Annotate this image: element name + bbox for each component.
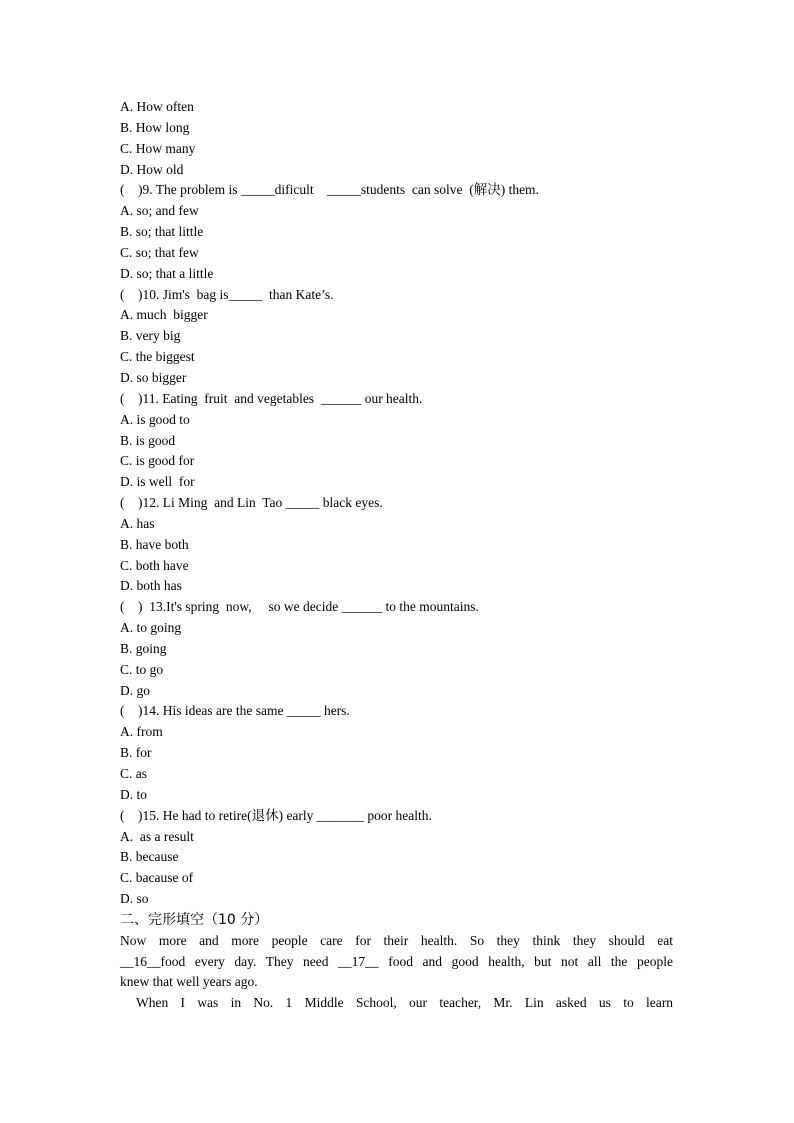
option-a: A. How often bbox=[120, 99, 194, 114]
question-14 bbox=[120, 701, 673, 805]
paragraph-line: When I was in No. 1 Middle School, our teacher, Mr. Lin asked us to learn bbox=[136, 995, 673, 1011]
paragraph-line: Now more and more people care for their health. So they think they should eat bbox=[120, 932, 673, 948]
question-stem: ( )12. Li Ming and Lin Tao _____ black eyes. bbox=[120, 495, 383, 511]
option-c: C. the biggest bbox=[120, 349, 195, 365]
option-b: B. so; that little bbox=[120, 224, 204, 240]
option-c: C. to go bbox=[120, 661, 164, 677]
question-11 bbox=[120, 389, 673, 493]
question-stem: ( )11. Eating fruit and vegetables ______ our health. bbox=[120, 390, 423, 406]
question-stem: ( )15. He had to retire(退休) early _______ poor health. bbox=[120, 807, 432, 823]
option-b: B. How long bbox=[120, 119, 190, 135]
option-a: A. much bigger bbox=[120, 307, 208, 323]
question-stem: ( )10. Jim's bag is_____ than Kate’s. bbox=[120, 286, 334, 302]
option-a: A. is good to bbox=[120, 411, 190, 427]
question-10 bbox=[120, 285, 673, 389]
option-b: B. have both bbox=[120, 536, 189, 552]
option-c: C. both have bbox=[120, 557, 189, 573]
option-d: D. is well for bbox=[120, 474, 195, 490]
option-d: D. so bigger bbox=[120, 369, 187, 385]
section-title: 二、完形填空（10 分） bbox=[120, 911, 269, 928]
paragraph-line: knew that well years ago. bbox=[120, 974, 258, 990]
question-13 bbox=[120, 597, 673, 701]
option-c: C. bacause of bbox=[120, 870, 194, 886]
option-a: A. to going bbox=[120, 620, 182, 636]
option-d: D. How old bbox=[120, 161, 184, 177]
option-b: B. for bbox=[120, 745, 152, 761]
q8-options bbox=[120, 97, 673, 180]
question-9 bbox=[120, 180, 673, 284]
option-d: D. so bbox=[120, 891, 149, 907]
option-a: A. as a result bbox=[120, 828, 194, 844]
option-b: B. is good bbox=[120, 432, 176, 448]
option-c: C. as bbox=[120, 766, 147, 781]
question-stem: ( ) 13.It's spring now, so we decide ______ to the mountains. bbox=[120, 599, 479, 615]
option-b: B. because bbox=[120, 849, 179, 865]
paragraph-line: __16__food every day. They need __17__ food and good health, but not all the people bbox=[120, 953, 673, 969]
question-12 bbox=[120, 493, 673, 597]
option-b: B. going bbox=[120, 640, 167, 656]
option-c: C. How many bbox=[120, 140, 196, 156]
question-15 bbox=[120, 806, 673, 910]
option-d: D. to bbox=[120, 786, 147, 802]
section-cloze bbox=[120, 910, 673, 1014]
question-stem: ( )9. The problem is _____dificult _____students can solve (解决) them. bbox=[120, 182, 539, 198]
question-stem: ( )14. His ideas are the same _____ hers. bbox=[120, 703, 350, 719]
option-a: A. from bbox=[120, 724, 163, 740]
option-a: A. so; and few bbox=[120, 203, 199, 219]
option-c: C. is good for bbox=[120, 453, 195, 469]
option-d: D. so; that a little bbox=[120, 265, 214, 281]
document-content bbox=[120, 97, 673, 1014]
option-d: D. both has bbox=[120, 578, 182, 594]
option-a: A. has bbox=[120, 515, 155, 531]
option-b: B. very big bbox=[120, 328, 181, 344]
option-d: D. go bbox=[120, 682, 150, 698]
option-c: C. so; that few bbox=[120, 244, 199, 260]
